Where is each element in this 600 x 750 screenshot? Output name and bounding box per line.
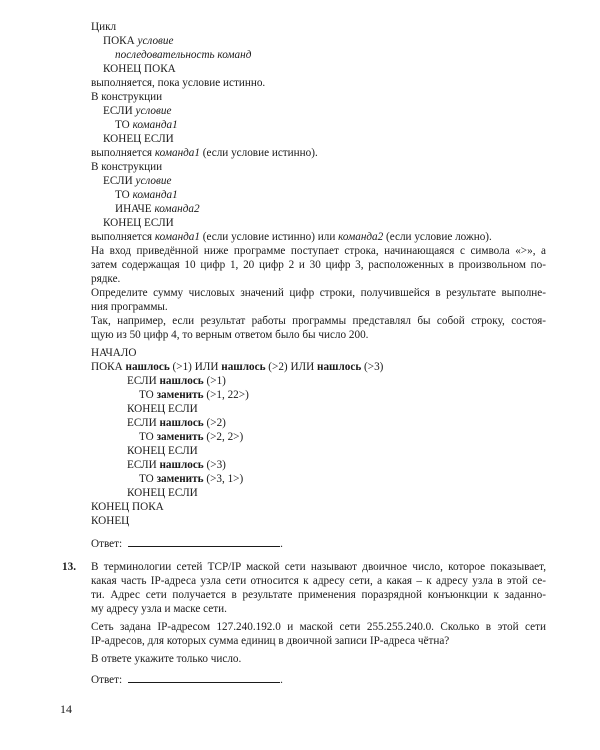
answer-label: Ответ: [91, 538, 123, 550]
found-keyword: нашлось [159, 417, 204, 429]
else-keyword: ИНАЧЕ [115, 203, 152, 215]
answer-field[interactable] [128, 536, 280, 547]
then-line-2 [115, 188, 178, 202]
arg-1: (>1) [206, 375, 226, 387]
program-end-if-1: КОНЕЦ ЕСЛИ [127, 403, 198, 415]
found-keyword: нашлось [317, 361, 362, 373]
task12-text-line: Определите сумму числовых значений цифр строки, получившейся в результате выполне- [91, 287, 546, 299]
while-description: выполняется, пока условие истинно. [91, 77, 266, 89]
program-if-1 [127, 374, 226, 388]
while-keyword: ПОКА [103, 35, 135, 47]
task13-text-line: Сеть задана IP-адресом 127.240.192.0 и маской сети 255.255.240.0. Сколько в этой сети [91, 621, 546, 633]
condition-word: условие [137, 35, 174, 47]
command2-word: команда2 [338, 231, 384, 243]
replace-args-1: (>1, 22>) [206, 389, 249, 401]
arg-1: (>1) [172, 361, 192, 373]
command2-word: команда2 [154, 203, 200, 215]
commands-seq-line [115, 48, 251, 62]
task12-text-line: рядке. [91, 273, 121, 285]
program-end: КОНЕЦ [91, 515, 130, 527]
if-true-text: (если условие истинно). [202, 147, 318, 159]
commands-seq: последовательность команд [115, 49, 252, 61]
task13-text-line: какая часть IP-адреса узла сети относится к адресу сети, а какая – к адресу узла в этой се- [91, 575, 546, 587]
task13-text-line: му адресу узла и маске сети. [91, 603, 227, 615]
task13-text-line: В терминологии сетей TCP/IP маской сети называют двоичное число, которое показывает, [91, 561, 546, 573]
replace-args-2: (>2, 2>) [206, 431, 244, 443]
or-keyword: ИЛИ [194, 361, 219, 373]
answer-label: Ответ: [91, 674, 123, 686]
executes-word: выполняется [91, 147, 153, 159]
task13-answer-line: Ответ: . [91, 674, 283, 686]
task13-number: 13. [62, 561, 76, 573]
if-keyword: ЕСЛИ [127, 417, 157, 429]
arg-2: (>2) [268, 361, 288, 373]
if-keyword: ЕСЛИ [127, 375, 157, 387]
answer-field[interactable] [128, 672, 280, 683]
replace-keyword: заменить [156, 431, 204, 443]
if-line-2 [103, 174, 171, 188]
then-line-1 [115, 118, 178, 132]
program-end-while: КОНЕЦ ПОКА [91, 501, 164, 513]
then-keyword: ТО [139, 389, 154, 401]
program-start: НАЧАЛО [91, 347, 137, 359]
task13-text-line: IP-адресов, для которых сумма единиц в двоичной записи IP-адреса чётна? [91, 635, 450, 647]
task12-text-line: На вход приведённой ниже программе поступает строка, начинающаяся с символа «>», а [91, 245, 546, 257]
if-keyword: ЕСЛИ [127, 459, 157, 471]
executes-word: выполняется [91, 231, 153, 243]
found-keyword: нашлось [125, 361, 170, 373]
then-keyword: ТО [139, 431, 154, 443]
program-end-if-3: КОНЕЦ ЕСЛИ [127, 487, 198, 499]
if-keyword: ЕСЛИ [103, 105, 133, 117]
end-if-line-1: КОНЕЦ ЕСЛИ [103, 133, 174, 145]
page-number: 14 [60, 702, 72, 716]
if-description [91, 146, 318, 160]
found-keyword: нашлось [159, 375, 204, 387]
command1-word: команда1 [154, 231, 200, 243]
command1-word: команда1 [132, 119, 178, 131]
arg-3: (>3) [206, 459, 226, 471]
task12-text-line: ния программы. [91, 301, 168, 313]
if-keyword: ЕСЛИ [103, 175, 133, 187]
found-keyword: нашлось [221, 361, 266, 373]
end-while-line: КОНЕЦ ПОКА [103, 63, 176, 75]
while-line [103, 34, 173, 48]
cycle-title: Цикл [91, 21, 117, 33]
program-while-line [91, 360, 383, 374]
while-keyword: ПОКА [91, 361, 123, 373]
program-then-3 [139, 472, 243, 486]
or-keyword: ИЛИ [290, 361, 315, 373]
program-end-if-2: КОНЕЦ ЕСЛИ [127, 445, 198, 457]
command1-word: команда1 [132, 189, 178, 201]
task12-text-line: Так, например, если результат работы программы представлял бы собой строку, состоя- [91, 315, 546, 327]
replace-keyword: заменить [156, 473, 204, 485]
replace-keyword: заменить [156, 389, 204, 401]
end-if-line-2: КОНЕЦ ЕСЛИ [103, 217, 174, 229]
found-keyword: нашлось [159, 459, 204, 471]
arg-2: (>2) [206, 417, 226, 429]
task13-text-line: ти. Адрес сети получается в результате применения поразрядной конъюнкции к заданно- [91, 589, 546, 601]
program-if-3 [127, 458, 226, 472]
if-else-description [91, 230, 492, 244]
task12-answer-line: Ответ: . [91, 538, 283, 550]
task13-text-line: В ответе укажите только число. [91, 653, 242, 665]
if-false-text: (если условие ложно). [386, 231, 492, 243]
then-keyword: ТО [115, 189, 130, 201]
in-construct-1: В конструкции [91, 91, 163, 103]
task12-text-line: затем содержащая 10 цифр 1, 20 цифр 2 и 30 цифр 3, расположенных в произвольном по- [91, 259, 546, 271]
if-true-or-text: (если условие истинно) или [202, 231, 336, 243]
condition-word: условие [135, 175, 172, 187]
task12-text-line: щую из 50 цифр 4, то верным ответом было бы число 200. [91, 329, 369, 341]
else-line [115, 202, 200, 216]
program-if-2 [127, 416, 226, 430]
program-then-2 [139, 430, 243, 444]
arg-3: (>3) [364, 361, 384, 373]
then-keyword: ТО [115, 119, 130, 131]
condition-word: условие [135, 105, 172, 117]
in-construct-2: В конструкции [91, 161, 163, 173]
command1-word: команда1 [154, 147, 200, 159]
if-line-1 [103, 104, 171, 118]
replace-args-3: (>3, 1>) [206, 473, 244, 485]
then-keyword: ТО [139, 473, 154, 485]
program-then-1 [139, 388, 249, 402]
